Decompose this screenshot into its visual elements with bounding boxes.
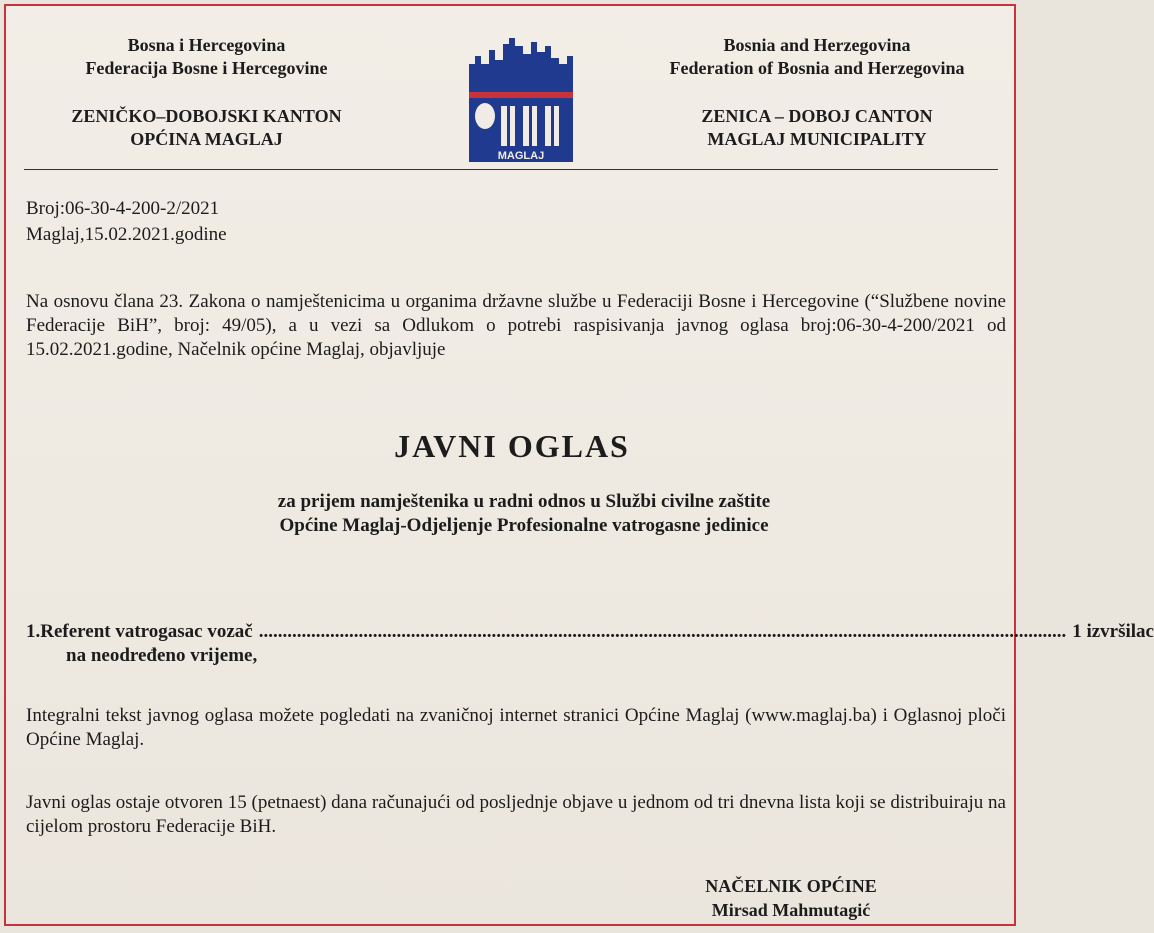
header-federation-english: Federation of Bosnia and Herzegovina (669, 58, 965, 78)
castle-silhouette (469, 38, 573, 94)
reference-number: Broj:06-30-4-200-2/2021 (26, 198, 220, 219)
signature-role: NAČELNIK OPĆINE (705, 876, 877, 896)
logo-text: MAGLAJ (497, 150, 545, 162)
header-canton-english: ZENICA – DOBOJ CANTON (701, 106, 933, 126)
duration-paragraph: Javni oglas ostaje otvoren 15 (petnaest) dana računajući od posljednje objave u jednom od tri dnevna lista koji se distribuiraju na cijelom prostoru Federacije BiH. (26, 792, 1006, 837)
dot-leader: .......................................................................................................................................................................... (258, 621, 1067, 642)
subtitle-line-2: Općine Maglaj-Odjeljenje Profesionalne vatrogasne jedinice (279, 515, 769, 536)
header-divider (24, 169, 998, 170)
notice-page (4, 4, 1154, 926)
header-federation-local: Federacija Bosne i Hercegovine (85, 58, 328, 78)
header-municipality-english: MAGLAJ MUNICIPALITY (707, 129, 927, 149)
maglaj-coat-of-arms-logo (463, 34, 581, 164)
header-canton-local: ZENIČKO–DOBOJSKI KANTON (71, 106, 342, 126)
intro-paragraph: Na osnovu člana 23. Zakona o namještenicima u organima državne službe u Federaciji Bosne i Hercegovine (“Službene novine Federacije BiH”, broj: 49/05), a u vezi sa Odlukom o potrebi raspisivanja javnog oglasa broj:06-30-4-200/2021 od 15.02.2021.godine, Načelnik općine Maglaj, objavljuje (26, 291, 1006, 360)
position-name: Referent vatrogasac vozač (40, 621, 253, 642)
notice-subtitle (6, 490, 1018, 538)
signature-block (626, 874, 956, 922)
reference-place-date: Maglaj,15.02.2021.godine (26, 224, 227, 245)
header-municipality-local: OPĆINA MAGLAJ (130, 129, 283, 149)
position-number: 1. (26, 621, 41, 642)
reference-block (26, 196, 227, 248)
full-text-paragraph: Integralni tekst javnog oglasa možete pogledati na zvaničnoj internet stranici Općine Maglaj (www.maglaj.ba) i Oglasnoj ploči Općine Maglaj. (26, 705, 1006, 750)
subtitle-line-1: za prijem namještenika u radni odnos u Službi civilne zaštite (277, 491, 771, 512)
header-english (621, 34, 1013, 151)
signature-name: Mirsad Mahmutagić (711, 900, 871, 920)
position-item (26, 620, 1154, 668)
position-term: na neodređeno vrijeme, (66, 645, 258, 666)
notice-title: JAVNI OGLAS (394, 428, 630, 464)
header-local (24, 34, 389, 151)
header-country-english: Bosnia and Herzegovina (723, 35, 911, 55)
header-country-local: Bosna i Hercegovina (127, 35, 286, 55)
position-count: 1 izvršilac (1072, 621, 1154, 642)
